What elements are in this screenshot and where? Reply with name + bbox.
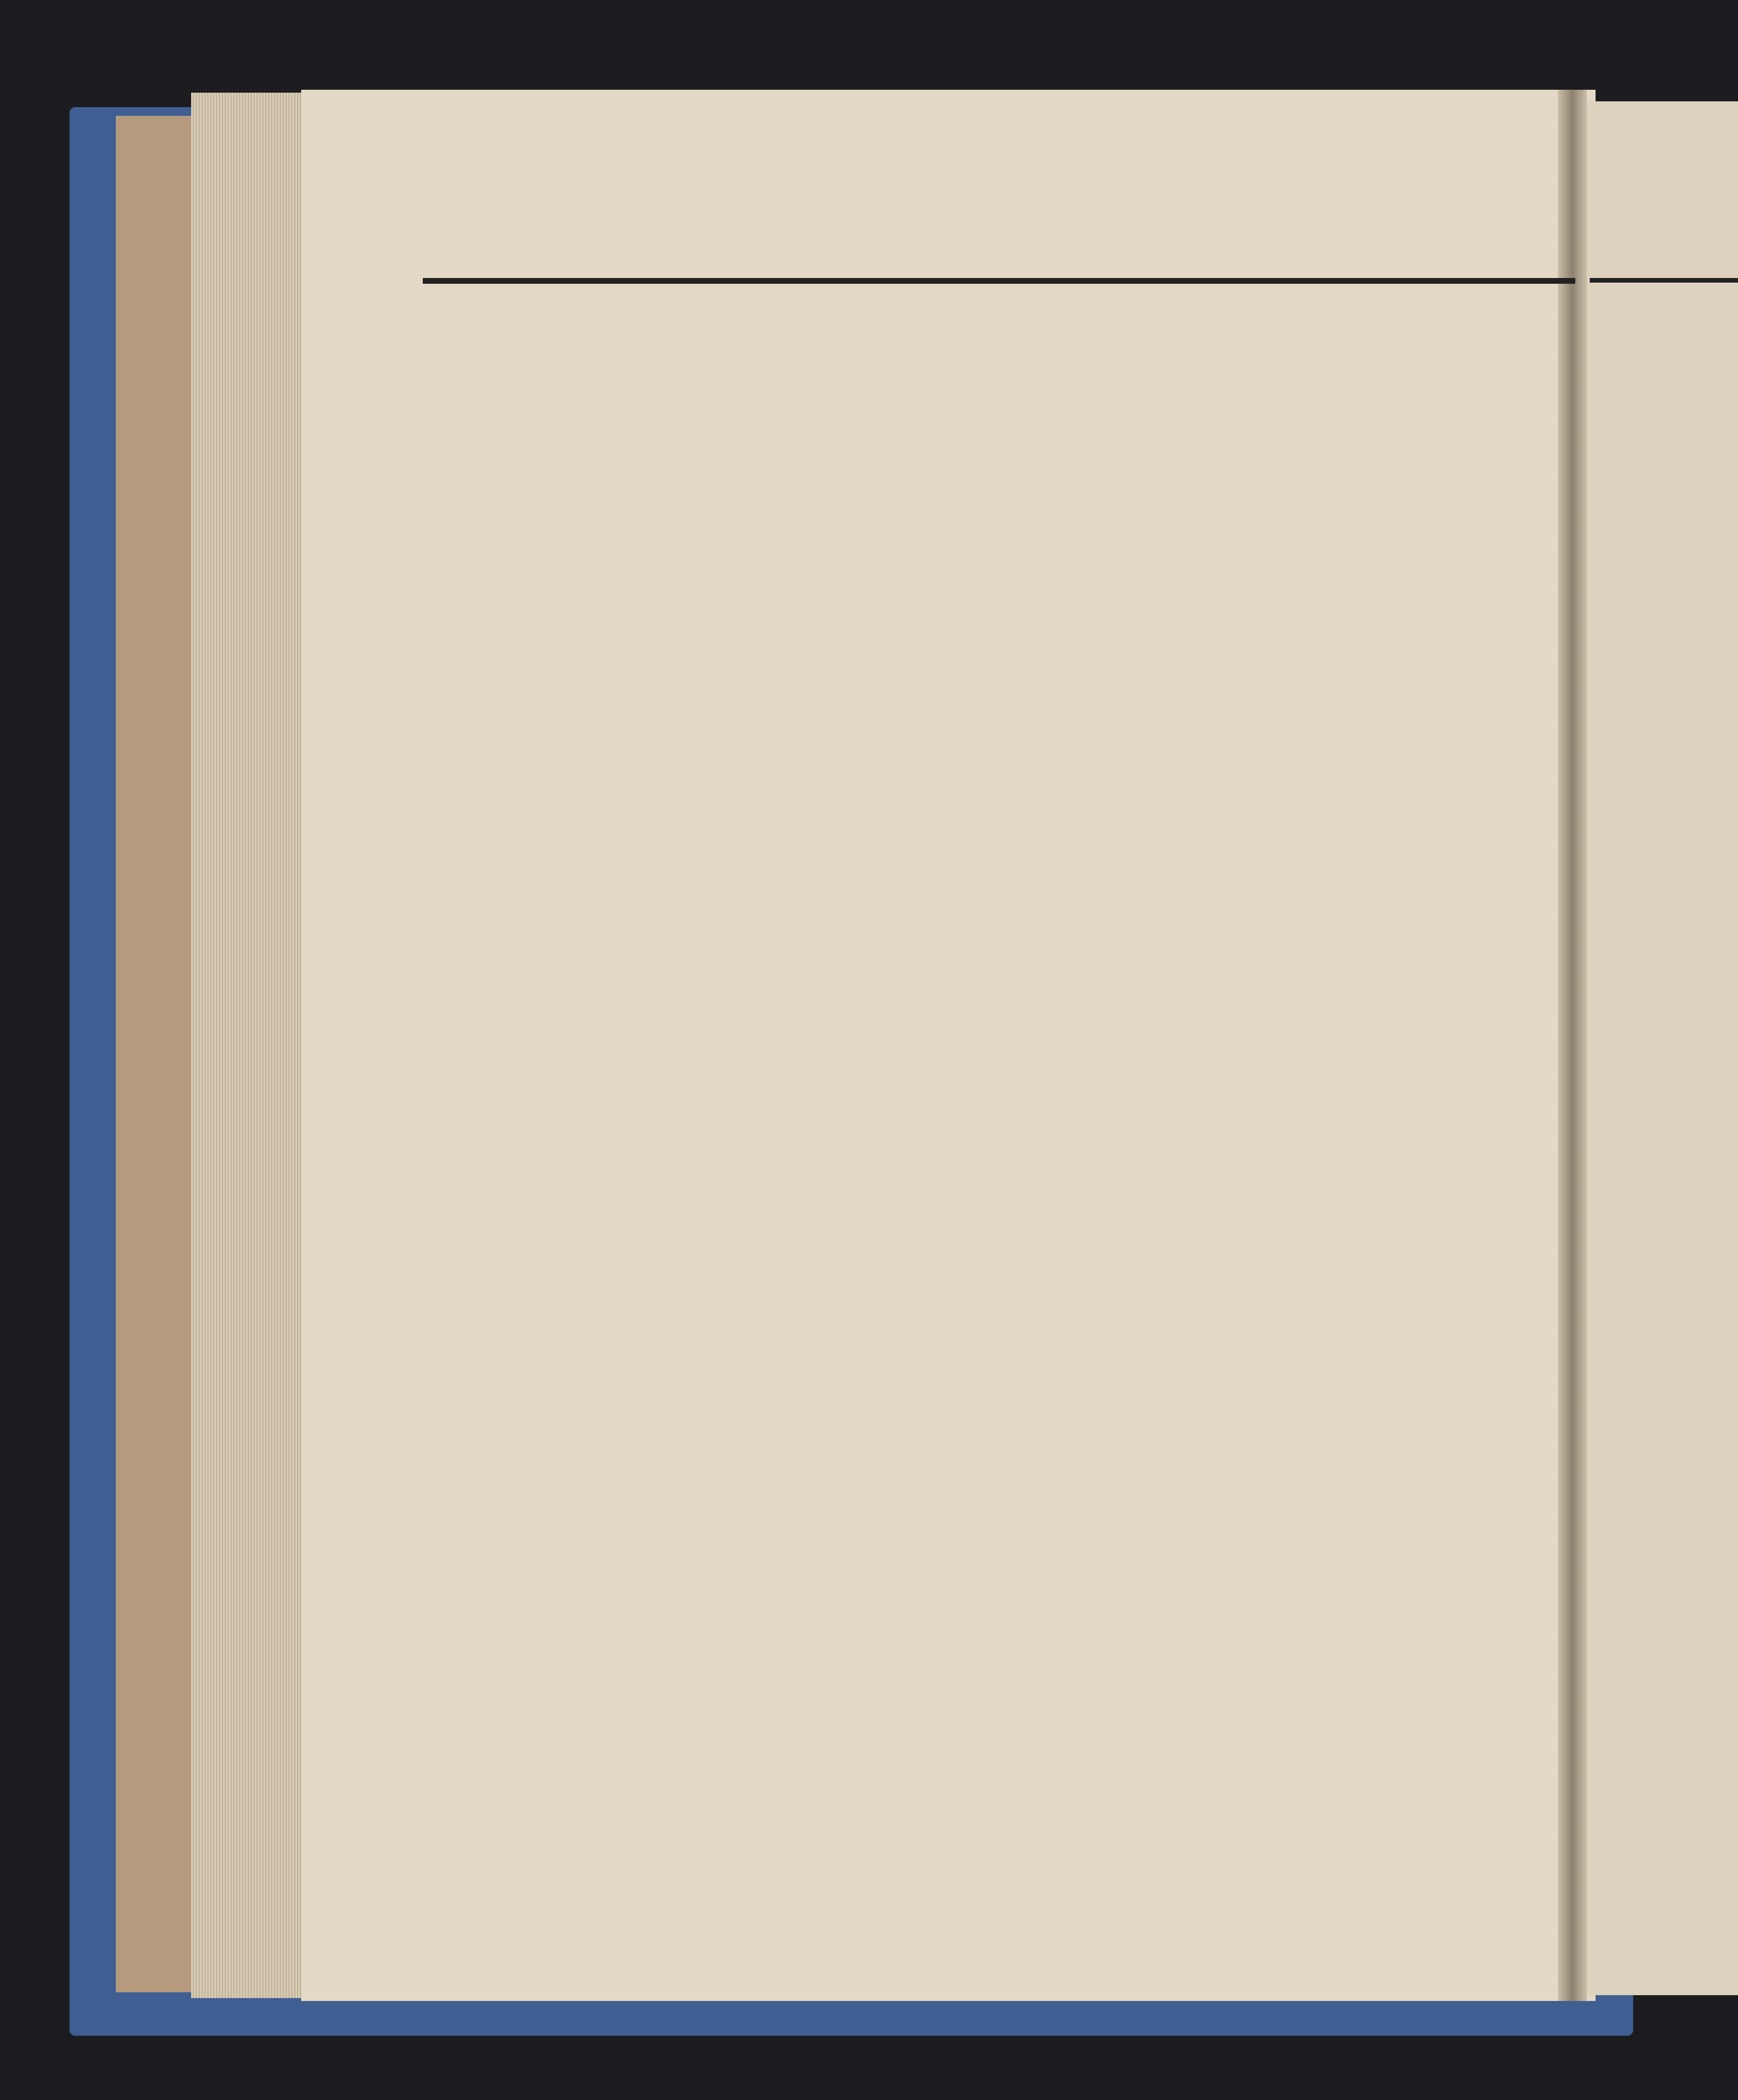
page-edges xyxy=(191,93,319,1998)
left-page xyxy=(301,90,1596,2001)
right-table-top-rule xyxy=(1590,278,1738,283)
book-edge xyxy=(116,116,197,1992)
right-page xyxy=(1581,101,1738,1995)
book-gutter xyxy=(1558,90,1587,2001)
table-top-rule xyxy=(423,278,1575,284)
